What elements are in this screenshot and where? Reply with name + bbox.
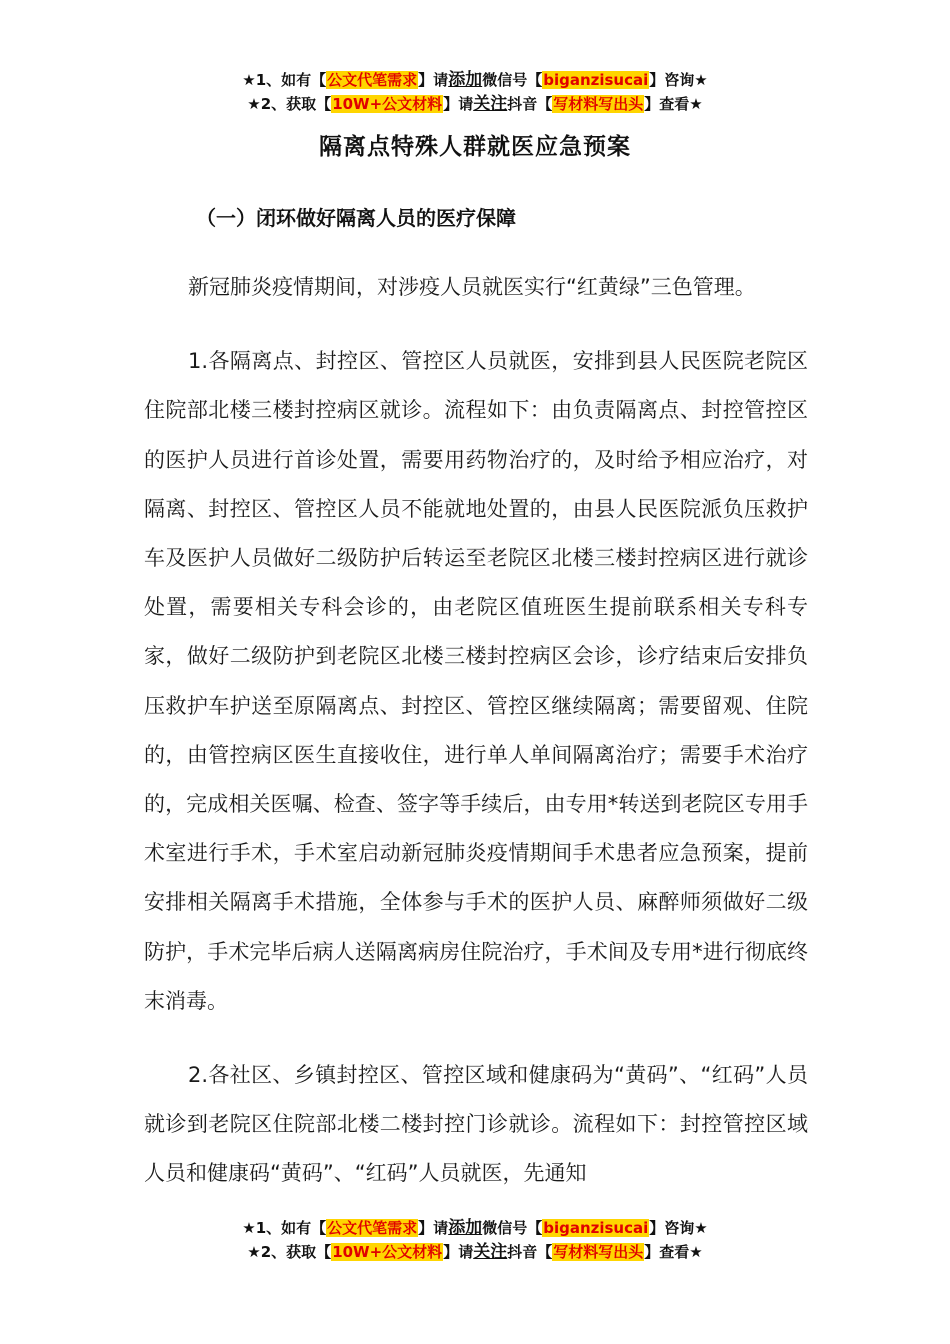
promo-text: 】查看★ <box>644 95 703 113</box>
promo-highlight: 10W+公文材料 <box>332 95 443 113</box>
promo-highlight: 公文代笔需求 <box>327 71 418 89</box>
promo-text: 】请 <box>418 71 449 89</box>
promo-underline: 添加 <box>448 70 483 90</box>
promo-highlight: 写材料写出头 <box>553 1243 644 1261</box>
promo-highlight: 写材料写出头 <box>553 95 644 113</box>
promo-line-1 <box>0 68 950 92</box>
promo-text: 】咨询★ <box>649 1219 708 1237</box>
promo-text: 】请 <box>443 1243 474 1261</box>
paragraph-2: 2.各社区、乡镇封控区、管控区域和健康码为“黄码”、“红码”人员就诊到老院区住院部北楼二楼封控门诊就诊。流程如下：封控管控区域人员和健康码“黄码”、“红码”人员就医，先通知 <box>144 1063 808 1186</box>
promo-banner-top <box>0 68 950 116</box>
section-heading: （一）闭环做好隔离人员的医疗保障 <box>196 206 516 230</box>
promo-text: 】请 <box>418 1219 449 1237</box>
promo-highlight: 10W+公文材料 <box>332 1243 443 1261</box>
document-body <box>144 263 808 1199</box>
promo-line-2 <box>0 1240 950 1264</box>
promo-line-2 <box>0 92 950 116</box>
paragraph-1: 1.各隔离点、封控区、管控区人员就医，安排到县人民医院老院区住院部北楼三楼封控病区就诊。流程如下：由负责隔离点、封控管控区的医护人员进行首诊处置，需要用药物治疗的，及时给予相应治疗，对隔离、封控区、管控区人员不能就地处置的，由县人民医院派负压救护车及医护人员做好二级防护后转运至老院区北楼三楼封控病区进行就诊处置，需要相关专科会诊的，由老院区值班医生提前联系相关专科专家，做好二级防护到老院区北楼三楼封控病区会诊，诊疗结束后安排负压救护车护送至原隔离点、封控区、管控区继续隔离；需要留观、住院的，由管控病区医生直接收住，进行单人单间隔离治疗；需要手术治疗的，完成相关医嘱、检查、签字等手续后，由专用*转送到老院区专用手术室进行手术，手术室启动新冠肺炎疫情期间手术患者应急预案，提前安排相关隔离手术措施，全体参与手术的医护人员、麻醉师须做好二级防护，手术完毕后病人送隔离病房住院治疗，手术间及专用*进行彻底终末消毒。 <box>144 349 808 1013</box>
promo-text: 】请 <box>443 95 474 113</box>
promo-text: 】咨询★ <box>649 71 708 89</box>
promo-highlight: 公文代笔需求 <box>327 1219 418 1237</box>
promo-underline: 添加 <box>448 1218 483 1238</box>
promo-text: 抖音【 <box>507 95 553 113</box>
promo-text: 抖音【 <box>507 1243 553 1261</box>
promo-highlight: biganzisucai <box>543 1219 649 1237</box>
promo-text: 】查看★ <box>644 1243 703 1261</box>
promo-banner-bottom <box>0 1216 950 1264</box>
promo-underline: 关注 <box>473 94 508 114</box>
promo-text: ★2、获取【 <box>247 1243 332 1261</box>
paragraph-intro: 新冠肺炎疫情期间，对涉疫人员就医实行“红黄绿”三色管理。 <box>188 275 756 299</box>
promo-line-1 <box>0 1216 950 1240</box>
promo-text: 微信号【 <box>482 71 543 89</box>
document-title: 隔离点特殊人群就医应急预案 <box>319 134 631 160</box>
promo-text: ★1、如有【 <box>242 71 327 89</box>
promo-text: ★2、获取【 <box>247 95 332 113</box>
promo-text: ★1、如有【 <box>242 1219 327 1237</box>
promo-text: 微信号【 <box>482 1219 543 1237</box>
promo-underline: 关注 <box>473 1242 508 1262</box>
promo-highlight: biganzisucai <box>543 71 649 89</box>
